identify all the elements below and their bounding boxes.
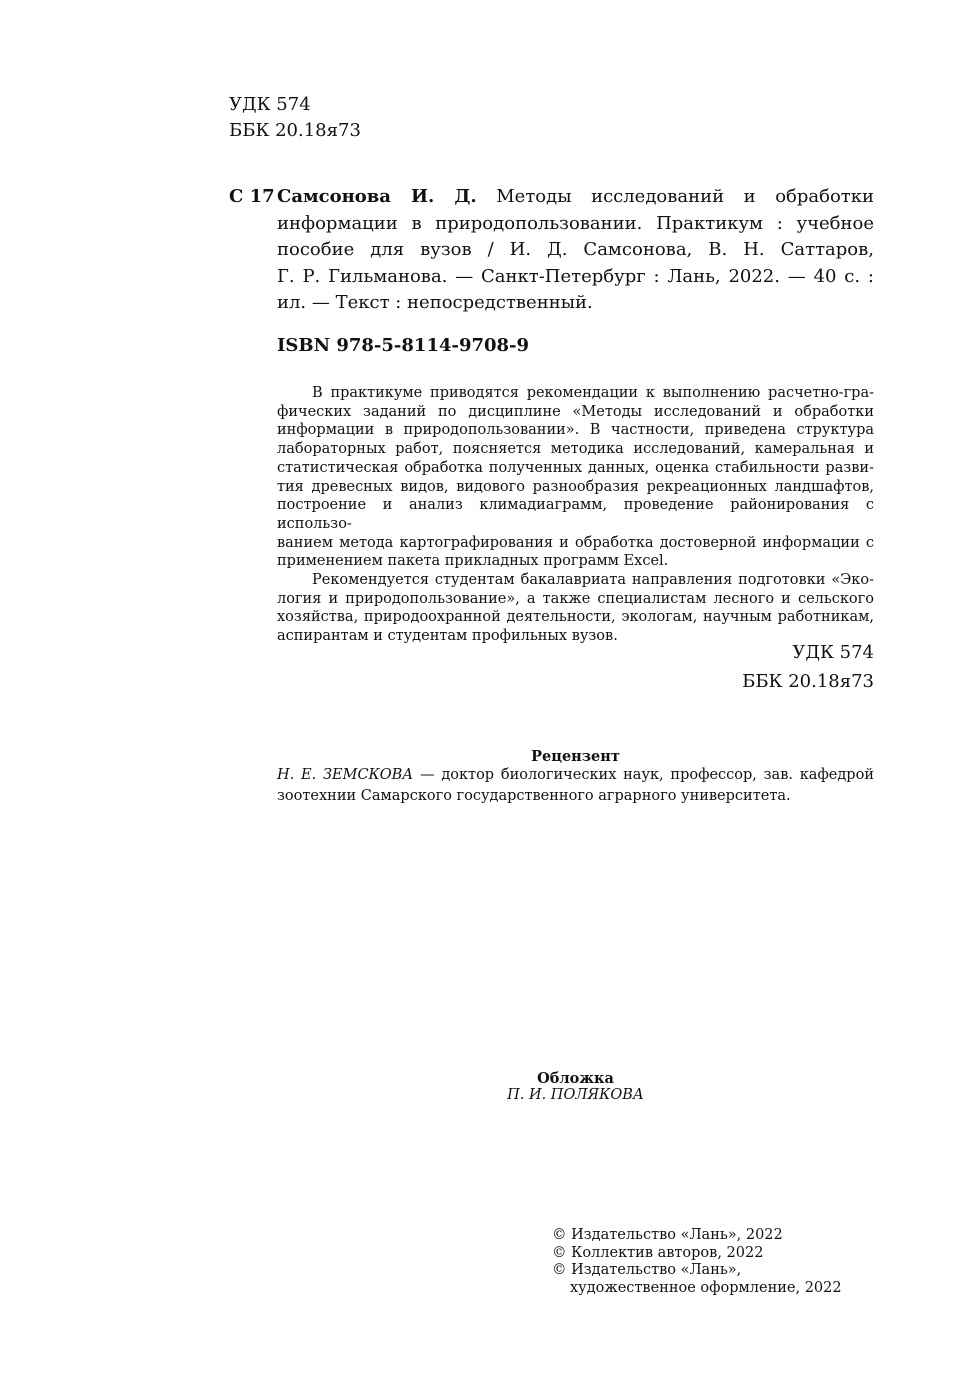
author-mark: С 17 <box>229 186 275 207</box>
reviewer-heading: Рецензент <box>531 748 620 765</box>
annotation-line: Рекомендуется студентам бакалавриата направления подготовки «Эко- <box>312 572 874 589</box>
annotation-line: применением пакета прикладных программ Excel. <box>277 553 669 570</box>
annotation-line: тия древесных видов, видового разнообразия рекреационных ландшафтов, <box>277 478 874 495</box>
udk-code: УДК 574 <box>792 642 874 663</box>
bibliographic-line-4: Г. Р. Гильманова. — Санкт-Петербург : Лань, 2022. — 40 с. : <box>277 265 874 287</box>
isbn: ISBN 978-5-8114-9708-9 <box>277 335 530 356</box>
copyright-line: художественное оформление, 2022 <box>570 1279 842 1296</box>
bibliographic-entry <box>277 184 874 317</box>
annotation-line: аспирантам и студентам профильных вузов. <box>277 628 618 645</box>
annotation-line: информации в природопользовании». В частности, приведена структура <box>277 422 874 439</box>
annotation-line: фических заданий по дисциплине «Методы исследований и обработки <box>277 403 874 420</box>
reviewer-name: Н. Е. ЗЕМСКОВА <box>277 767 414 783</box>
copyright-line: © Издательство «Лань», 2022 <box>552 1227 783 1243</box>
udk-bbk-header <box>229 92 361 144</box>
title-start: Методы исследований и обработки <box>476 186 874 207</box>
bibliographic-line-2: информации в природопользовании. Практикум : учебное <box>277 212 874 234</box>
bbk-code: ББК 20.18я73 <box>229 120 361 141</box>
reviewer-info <box>277 765 874 807</box>
annotation-line: построение и анализ климадиаграмм, проведение районирования с использо- <box>277 497 874 532</box>
annotation-paragraph-1 <box>277 384 874 571</box>
annotation-line: В практикуме приводятся рекомендации к выполнению расчетно-гра- <box>312 385 874 401</box>
udk-code: УДК 574 <box>229 94 311 115</box>
copyright-line: © Издательство «Лань», <box>552 1262 742 1278</box>
annotation-line: хозяйства, природоохранной деятельности, экологам, научным работникам, <box>277 609 874 626</box>
cover-heading: Обложка <box>537 1070 614 1087</box>
cover-designer: П. И. ПОЛЯКОВА <box>507 1087 644 1103</box>
annotation-line: ванием метода картографирования и обработка достоверной информации с <box>277 534 874 551</box>
annotation <box>277 384 874 646</box>
author-name: Самсонова И. Д. <box>277 186 477 207</box>
annotation-paragraph-2 <box>277 571 874 646</box>
copyright-line: © Коллектив авторов, 2022 <box>552 1244 764 1261</box>
annotation-line: лабораторных работ, поясняется методика исследований, камеральная и <box>277 441 874 458</box>
reviewer-line-2: зоотехнии Самарского государственного аграрного университета. <box>277 788 791 804</box>
annotation-line: логия и природопользование», а также специалистам лесного и сельского <box>277 590 874 607</box>
udk-bbk-footer <box>742 638 874 696</box>
annotation-line: статистическая обработка полученных данных, оценка стабильности разви- <box>277 459 874 476</box>
bibliographic-line-5: ил. — Текст : непосредственный. <box>277 292 593 313</box>
reviewer-line-1 <box>277 765 874 786</box>
bibliographic-line-3: пособие для вузов / И. Д. Самсонова, В. Н. Саттаров, <box>277 239 874 260</box>
reviewer-credentials: — доктор биологических наук, профессор, зав. кафедрой <box>413 767 874 783</box>
copyright-block <box>552 1227 842 1297</box>
bbk-code: ББК 20.18я73 <box>742 671 874 692</box>
bibliographic-line-1 <box>277 184 874 211</box>
